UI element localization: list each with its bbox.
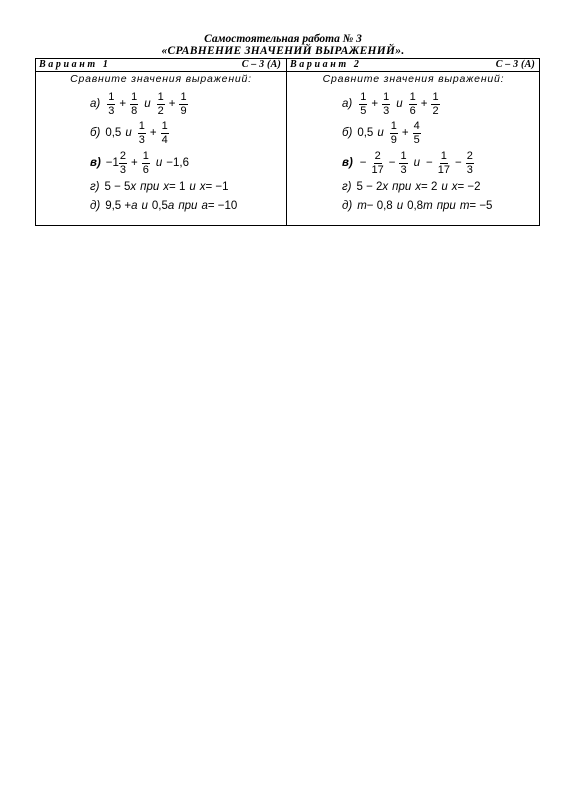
- conjunction: и: [189, 181, 196, 193]
- operator: +: [149, 127, 157, 139]
- expression: 5 − 2: [356, 181, 383, 193]
- operator: −: [388, 157, 396, 169]
- variant-1-task-b: [90, 121, 171, 145]
- conjunction: и: [155, 157, 163, 169]
- variant-2-task-d: [342, 180, 481, 194]
- operator: +: [168, 98, 176, 110]
- variable: a: [131, 200, 138, 212]
- operator: −: [359, 157, 367, 169]
- value: = 2: [421, 181, 438, 193]
- variable: x: [451, 181, 458, 193]
- fraction: $\frac{1}{9}$: [390, 119, 397, 146]
- variable: x: [382, 181, 389, 193]
- fraction: $\frac{1}{5}$: [360, 90, 367, 117]
- task-label: д): [90, 200, 101, 212]
- expression: 0,8: [407, 200, 424, 212]
- fraction: $\frac{1}{8}$: [131, 90, 138, 117]
- operator: +: [420, 98, 428, 110]
- task-label: г): [342, 181, 352, 193]
- operator: +: [371, 98, 379, 110]
- variant-2-task-a: [342, 92, 442, 116]
- variable: m: [459, 200, 470, 212]
- task-label: а): [90, 98, 101, 110]
- fraction: $\frac{1}{9}$: [180, 90, 187, 117]
- exercise-table: [35, 58, 540, 226]
- conjunction: и: [396, 200, 404, 212]
- variant-2-task-e: [342, 199, 492, 213]
- condition-word: при: [140, 181, 160, 193]
- fraction: $\frac{1}{4}$: [161, 119, 168, 146]
- task-label: в): [90, 157, 101, 169]
- variable: x: [415, 181, 422, 193]
- task-label: б): [90, 127, 101, 139]
- fraction: $\frac{1}{3}$: [108, 90, 115, 117]
- task-label: д): [342, 200, 353, 212]
- fraction: $\frac{2}{3}$: [466, 149, 473, 176]
- expression: 5 − 5: [104, 181, 131, 193]
- value: = −2: [457, 181, 481, 193]
- variable: m: [357, 200, 367, 212]
- expression: − 0,8: [366, 200, 393, 212]
- operator: +: [401, 127, 409, 139]
- task-label: в): [342, 157, 353, 169]
- fraction: $\frac{1}{3}$: [400, 149, 407, 176]
- term: 0,5: [357, 127, 374, 139]
- variant-1-task-c: [90, 151, 189, 175]
- condition-word: при: [392, 181, 412, 193]
- fraction: $\frac{1}{6}$: [142, 149, 149, 176]
- task-label: а): [342, 98, 353, 110]
- condition-word: при: [436, 200, 456, 212]
- conjunction: и: [396, 98, 403, 110]
- variant-1-task-a: [90, 92, 190, 116]
- worksheet-subtitle: «СРАВНЕНИЕ ЗНАЧЕНИЙ ВЫРАЖЕНИЙ».: [161, 45, 405, 57]
- fraction: $\frac{1}{6}$: [409, 90, 416, 117]
- conjunction: и: [377, 127, 384, 139]
- variant-1-task-d: [90, 180, 229, 194]
- fraction: $\frac{1}{2}$: [157, 90, 164, 117]
- variable: x: [130, 181, 137, 193]
- fraction: $\frac{1}{2}$: [432, 90, 439, 117]
- value: = 1: [169, 181, 186, 193]
- task-label: г): [90, 181, 100, 193]
- worksheet-title: Самостоятельная работа № 3: [204, 33, 362, 45]
- variant-1-task-e: [90, 199, 237, 213]
- condition-word: при: [178, 200, 198, 212]
- fraction: $\frac{4}{5}$: [413, 119, 420, 146]
- variable: m: [423, 200, 433, 212]
- conjunction: и: [141, 200, 148, 212]
- conjunction: и: [125, 127, 132, 139]
- value: = −5: [469, 200, 493, 212]
- operator: +: [119, 98, 127, 110]
- variant-1-code: С – 3 (А): [241, 59, 281, 70]
- fraction: $\frac{1}{17}$: [437, 149, 450, 176]
- operator: −: [454, 157, 462, 169]
- variant-2-task-c: [342, 151, 476, 175]
- variant-2-instruction: Сравните значения выражений:: [322, 73, 505, 85]
- fraction: $\frac{2}{3}$: [119, 149, 127, 176]
- fraction: $\frac{1}{3}$: [138, 119, 145, 146]
- variable: x: [163, 181, 170, 193]
- operator: +: [131, 157, 138, 169]
- variant-2-task-b: [342, 121, 423, 145]
- term: −1,6: [166, 157, 189, 169]
- variant-2-column: [287, 59, 540, 225]
- operator: −: [426, 157, 433, 169]
- variant-1-instruction: Сравните значения выражений:: [70, 73, 252, 85]
- conjunction: и: [144, 98, 151, 110]
- variant-1-column: [36, 59, 286, 225]
- variant-2-code: С – 3 (А): [495, 59, 535, 70]
- expression: 9,5 +: [105, 200, 132, 212]
- task-label: б): [342, 127, 353, 139]
- value: = −1: [205, 181, 229, 193]
- variant-1-header: Вариант 1: [39, 59, 111, 70]
- variable: x: [199, 181, 206, 193]
- fraction: $\frac{2}{17}$: [371, 149, 384, 176]
- fraction: $\frac{1}{3}$: [383, 90, 390, 117]
- conjunction: и: [413, 157, 420, 169]
- term: 0,5: [105, 127, 122, 139]
- term: −1: [105, 157, 119, 169]
- variable: a: [167, 200, 175, 212]
- expression: 0,5: [151, 200, 168, 212]
- value: = −10: [207, 200, 238, 212]
- variant-2-header: Вариант 2: [290, 59, 362, 70]
- conjunction: и: [441, 181, 448, 193]
- variable: a: [201, 200, 208, 212]
